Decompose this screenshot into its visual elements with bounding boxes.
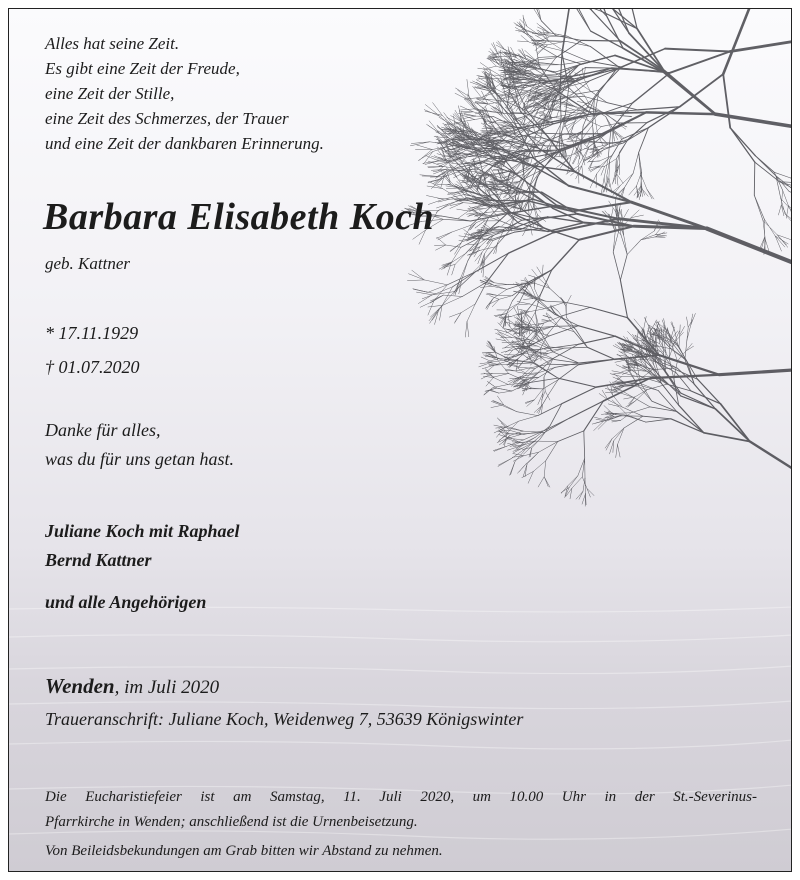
verse-line: Es gibt eine Zeit der Freude, — [45, 59, 240, 78]
place-city: Wenden — [45, 674, 115, 698]
notice-line: Von Beileidsbekundungen am Grab bitten wir Abstand zu nehmen. — [45, 843, 443, 859]
place-date-text: , im Juli 2020 — [114, 677, 220, 698]
relatives-line: und alle Angehörigen — [45, 592, 207, 612]
verse-line: Alles hat seine Zeit. — [45, 34, 180, 53]
place-date — [45, 674, 219, 699]
life-dates — [45, 316, 140, 384]
mourner-name: Juliane Koch mit Raphael — [45, 521, 240, 541]
thanks-line: was du für uns getan hast. — [45, 449, 235, 469]
thanks-line: Danke für alles, — [45, 420, 161, 440]
death-date: † 01.07.2020 — [45, 357, 140, 377]
mourners-list — [45, 517, 240, 575]
service-notice — [45, 785, 757, 864]
notice-line: Die Eucharistiefeier ist am Samstag, 11. Juli 2020, um 10.00 Uhr in der St.-Severinus- — [45, 789, 757, 805]
verse-line: und eine Zeit der dankbaren Erinnerung. — [45, 134, 324, 153]
verse-line: eine Zeit der Stille, — [45, 84, 175, 103]
thanks-text — [45, 416, 234, 474]
mourning-address: Traueranschrift: Juliane Koch, Weidenweg 7, 53639 Königswinter — [45, 709, 524, 729]
obituary-card — [8, 8, 792, 872]
deceased-name: Barbara Elisabeth Koch — [43, 196, 435, 238]
notice-line: Pfarrkirche in Wenden; anschließend ist die Urnenbeisetzung. — [45, 814, 418, 830]
verse-block — [45, 31, 324, 156]
verse-line: eine Zeit des Schmerzes, der Trauer — [45, 109, 289, 128]
mourner-name: Bernd Kattner — [45, 550, 152, 570]
birth-name: geb. Kattner — [45, 254, 130, 273]
birth-date: * 17.11.1929 — [45, 323, 139, 343]
